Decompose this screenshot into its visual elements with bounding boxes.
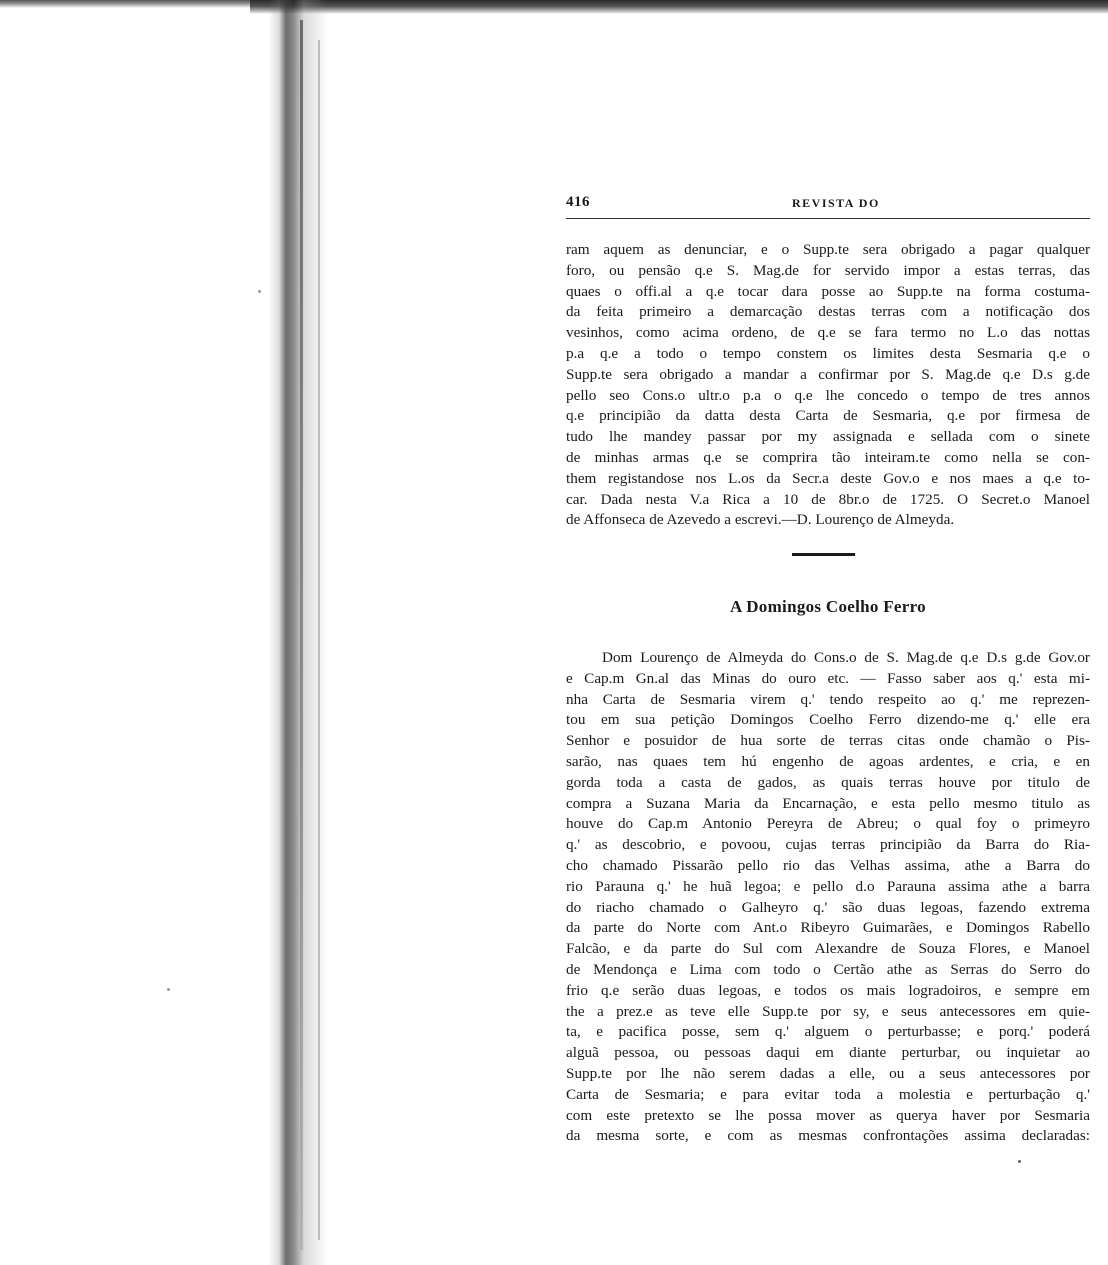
section-separator-rule <box>792 553 855 556</box>
text-line: Falcão, e da parte do Sul com Alexandre de Souza Flores, e Manoel <box>566 940 1090 958</box>
text-line: da mesma sorte, e com as mesmas confrontações assima declaradas: <box>566 1127 1090 1145</box>
text-line: car. Dada nesta V.a Rica a 10 de 8br.o de 1725. O Secret.o Manoel <box>566 490 1090 508</box>
text-line: da feita primeiro a demarcação destas terras com a notificação dos <box>566 303 1090 321</box>
text-line: them registandose nos L.os da Secr.a deste Gov.o e nos maes a q.e to- <box>566 469 1090 487</box>
running-head: REVISTA DO <box>792 196 880 210</box>
text-line: com este pretexto se lhe possa mover as querya haver por Sesmaria <box>566 1106 1090 1124</box>
text-line: cho chamado Pissarão pello rio das Velhas assima, athe a Barra do <box>566 856 1090 874</box>
text-line: q.' as descobrio, e povoou, cujas terras principião da Barra do Ria- <box>566 836 1090 854</box>
text-line: houve do Cap.m Antonio Pereyra de Abreu; o qual foy o primeyro <box>566 815 1090 833</box>
text-line: de Affonseca de Azevedo a escrevi.—D. Lourenço de Almeyda. <box>566 511 955 529</box>
text-line: e Cap.m Gn.al das Minas do ouro etc. — Fasso saber aos q.' esta mi- <box>566 669 1090 687</box>
text-line: do riacho chamado o Galheyro q.' são duas legoas, fazendo extrema <box>566 898 1090 916</box>
text-line: p.a q.e a todo o tempo constem os limites desta Sesmaria q.e o <box>566 344 1090 362</box>
text-line: de Mendonça e Lima com todo o Certão athe as Serras do Serro do <box>566 960 1090 978</box>
text-line: pello seo Cons.o ultr.o p.a o q.e lhe concedo o tempo de tres annos <box>566 386 1090 404</box>
scan-speck <box>258 290 261 293</box>
text-line: frio q.e serão duas legoas, e todos os mais logradoiros, e sempre em <box>566 981 1090 999</box>
text-line: de minhas armas q.e se comprira tão inteiram.te como nella se con- <box>566 448 1090 466</box>
text-line: da parte do Norte com Ant.o Ribeyro Guimarães, e Domingos Rabello <box>566 919 1090 937</box>
text-line: Supp.te por lhe não serem dadas a elle, ou a seus antecessores por <box>566 1064 1090 1082</box>
text-line: tudo lhe mandey passar por my assignada e sellada com o sinete <box>566 428 1090 446</box>
section-title: A Domingos Coelho Ferro <box>730 597 926 616</box>
gutter-line <box>300 20 303 1250</box>
text-line: nha Carta de Sesmaria virem q.' tendo respeito ao q.' me reprezen- <box>566 690 1090 708</box>
text-line: quaes o offi.al a q.e tocar dara posse ao Supp.te na forma costuma- <box>566 282 1090 300</box>
text-line: Senhor e posuidor de hua sorte de terras citas onde chamão o Pis- <box>566 732 1090 750</box>
text-line: the a prez.e as teve elle Supp.te por sy, e seus antecessores em quie- <box>566 1002 1090 1020</box>
paragraph-two <box>566 648 1090 1147</box>
text-line: compra a Suzana Maria da Encarnação, e esta pello mesmo titulo as <box>566 794 1090 812</box>
scan-speck <box>167 988 170 991</box>
page-header <box>566 194 1090 214</box>
text-line: Carta de Sesmaria; e para evitar toda a molestia e perturbação q.' <box>566 1085 1090 1103</box>
text-line: ram aquem as denunciar, e o Supp.te sera obrigado a pagar qualquer <box>566 241 1090 258</box>
text-line: q.e principião da datta desta Carta de Sesmaria, q.e por firmesa de <box>566 407 1090 425</box>
text-line: gorda toda a casta de gados, as quais terras houve por titulo de <box>566 773 1090 791</box>
gutter-line-secondary <box>318 40 320 1240</box>
text-line: alguã pessoa, ou pessoas daqui em diante perturbar, ou inquietar ao <box>566 1044 1090 1062</box>
header-rule <box>566 218 1090 219</box>
text-line: foro, ou pensão q.e S. Mag.de for servido impor a estas terras, das <box>566 261 1090 279</box>
text-line: ta, e pacifica posse, sem q.' alguem o perturbasse; e porq.' poderá <box>566 1023 1090 1041</box>
scan-top-edge <box>250 0 1108 14</box>
text-line: Dom Lourenço de Almeyda do Cons.o de S. Mag.de q.e D.s g.de Gov.or <box>602 649 1090 666</box>
text-line: sarão, nas quaes tem hú engenho de agoas ardentes, e cria, e en <box>566 752 1090 770</box>
text-line: Supp.te sera obrigado a mandar a confirmar por S. Mag.de q.e D.s g.de <box>566 365 1090 383</box>
text-line: vesinhos, como acima ordeno, de q.e se fara termo no L.o das nottas <box>566 324 1090 342</box>
page-number: 416 <box>566 194 590 210</box>
scan-top-edge-left <box>0 0 250 8</box>
text-line: tou em sua petição Domingos Coelho Ferro dizendo-me q.' elle era <box>566 711 1090 729</box>
text-line: rio Parauna q.' he huã legoa; e pello d.o Parauna assima athe a barra <box>566 877 1090 895</box>
paragraph-one <box>566 240 1090 531</box>
scan-speck <box>1018 1160 1021 1163</box>
